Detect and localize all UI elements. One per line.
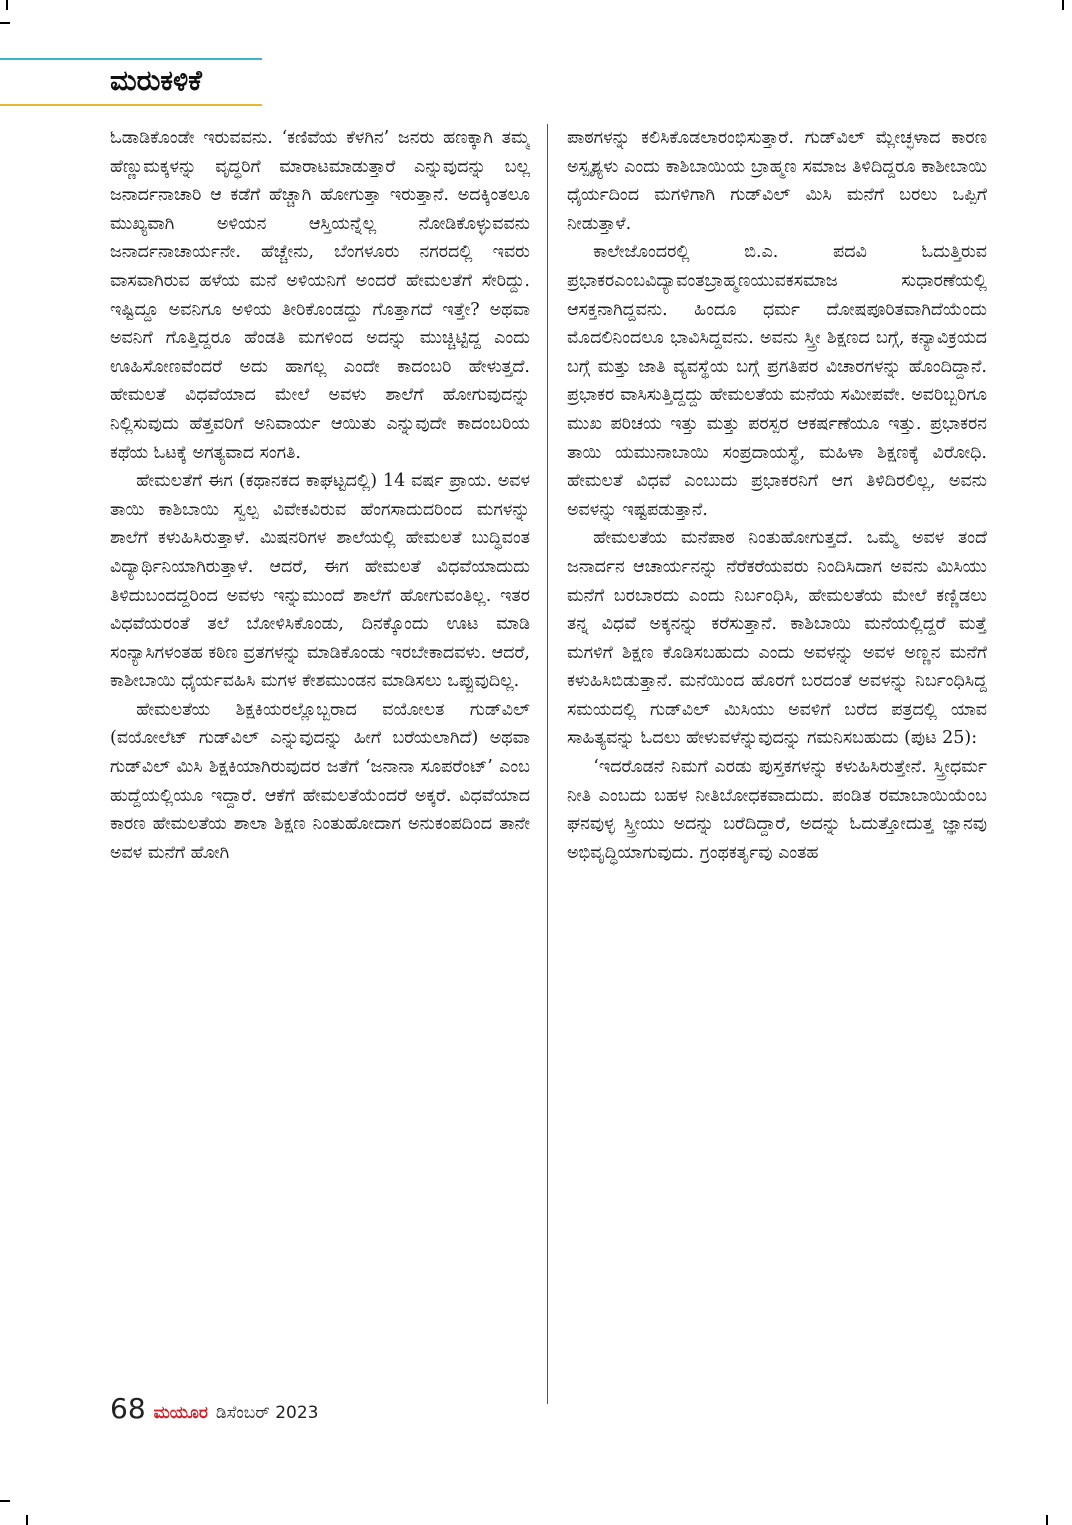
- paragraph: ಹೇಮಲತೆಯ ಮನೆಪಾಠ ನಿಂತುಹೋಗುತ್ತದೆ. ಒಮ್ಮೆ ಅವಳ ತಂದೆ ಜನಾರ್ದನ ಆಚಾರ್ಯನನ್ನು ನೆರೆಕರೆಯವರು ನಿಂದಿಸಿದಾಗ ಅವನು ಮಿಸಿಯು ಮನೆಗೆ ಬರಬಾರದು ಎಂದು ನಿರ್ಬಂಧಿಸಿ, ಹೇಮಲತೆಯ ಮೇಲೆ ಕಣ್ಣಿಡಲು ತನ್ನ ವಿಧವೆ ಅಕ್ಕನನ್ನು ಕರೆಸುತ್ತಾನೆ. ಕಾಶಿಬಾಯಿ ಮನೆಯಲ್ಲಿದ್ದರೆ ಮತ್ತೆ ಮಗಳಿಗೆ ಶಿಕ್ಷಣ ಕೊಡಿಸಬಹುದು ಎಂದು ಅವಳನ್ನು ಅವಳ ಅಣ್ಣನ ಮನೆಗೆ ಕಳುಹಿಸಿಬಿಡುತ್ತಾನೆ. ಮನೆಯಿಂದ ಹೊರಗೆ ಬರದಂತೆ ಅವಳನ್ನು ನಿರ್ಬಂಧಿಸಿದ್ದ ಸಮಯದಲ್ಲಿ ಗುಡ್‌ವಿಲ್ ಮಿಸಿಯು ಅವಳಿಗೆ ಬರೆದ ಪತ್ರದಲ್ಲಿ ಯಾವ ಸಾಹಿತ್ಯವನ್ನು ಓದಲು ಹೇಳುವಳೆನ್ನುವುದನ್ನು ಗಮನಿಸಬಹುದು (ಪುಟ 25):: [567, 528, 987, 749]
- paragraph: ಪಾಠಗಳನ್ನು ಕಲಿಸಿಕೊಡಲಾರಂಭಿಸುತ್ತಾರೆ. ಗುಡ್‌ವಿಲ್ ಮ್ಲೇಚ್ಛಳಾದ ಕಾರಣ ಅಸ್ಪೃಶ್ಯಳು ಎಂದು ಕಾಶಿಬಾಯಿಯ ಬ್ರಾಹ್ಮಣ ಸಮಾಜ ತಿಳಿದಿದ್ದರೂ ಕಾಶೀಬಾಯಿ ಧೈರ್ಯದಿಂದ ಮಗಳಿಗಾಗಿ ಗುಡ್‌ವಿಲ್ ಮಿಸಿ ಮನೆಗೆ ಬರಲು ಒಪ್ಪಿಗೆ ನೀಡುತ್ತಾಳೆ.: [567, 128, 987, 234]
- article-column-right: [567, 124, 987, 1400]
- paragraph: ಕಾಲೇಜೊಂದರಲ್ಲಿ ಬಿ.ಎ. ಪದವಿ ಓದುತ್ತಿರುವ ಪ್ರಭಾಕರಎಂಬವಿದ್ಯಾವಂತಬ್ರಾಹ್ಮಣಯುವಕಸಮಾಜ ಸುಧಾರಣೆಯಲ್ಲಿ ಆಸಕ್ತನಾಗಿದ್ದವನು. ಹಿಂದೂ ಧರ್ಮ ದೋಷಪೂರಿತವಾಗಿದೆಯೆಂದು ಮೊದಲಿನಿಂದಲೂ ಭಾವಿಸಿದ್ದವನು. ಅವನು ಸ್ತ್ರೀ ಶಿಕ್ಷಣದ ಬಗ್ಗೆ, ಕನ್ಯಾವಿಕ್ರಯದ ಬಗ್ಗೆ ಮತ್ತು ಜಾತಿ ವ್ಯವಸ್ಥೆಯ ಬಗ್ಗೆ ಪ್ರಗತಿಪರ ವಿಚಾರಗಳನ್ನು ಹೊಂದಿದ್ದಾನೆ. ಪ್ರಭಾಕರ ವಾಸಿಸುತ್ತಿದ್ದದ್ದು ಹೇಮಲತೆಯ ಮನೆಯ ಸಮೀಪವೇ. ಅವರಿಬ್ಬರಿಗೂ ಮುಖ ಪರಿಚಯ ಇತ್ತು ಮತ್ತು ಪರಸ್ಪರ ಆಕರ್ಷಣೆಯೂ ಇತ್ತು. ಪ್ರಭಾಕರನ ತಾಯಿ ಯಮುನಾಬಾಯಿ ಸಂಪ್ರದಾಯಸ್ಥೆ, ಮಹಿಳಾ ಶಿಕ್ಷಣಕ್ಕೆ ವಿರೋಧಿ. ಹೇಮಲತೆ ವಿಧವೆ ಎಂಬುದು ಪ್ರಭಾಕರನಿಗೆ ಆಗ ತಿಳಿದಿರಲಿಲ್ಲ, ಅವನು ಅವಳನ್ನು ಇಷ್ಟಪಡುತ್ತಾನೆ.: [567, 242, 987, 520]
- crop-mark: [26, 1515, 28, 1525]
- column-divider: [547, 124, 548, 1404]
- header-rule-bottom: [0, 104, 262, 106]
- crop-mark: [1062, 0, 1064, 10]
- page-number: 68: [110, 1392, 146, 1425]
- crop-mark: [0, 1500, 10, 1502]
- magazine-logo: ಮಯೂರ: [153, 1403, 208, 1423]
- issue-date: ಡಿಸೆಂಬರ್ 2023: [215, 1403, 319, 1423]
- article-column-left: [110, 124, 530, 1400]
- crop-mark: [0, 22, 10, 24]
- paragraph: ಹೇಮಲತೆಯ ಶಿಕ್ಷಕಿಯರಲ್ಲೊಬ್ಬರಾದ ವಯೋಲತ ಗುಡ್‌ವಿಲ್ (ವಯೋಲೆಟ್ ಗುಡ್‌ವಿಲ್ ಎನ್ನುವುದನ್ನು ಹೀಗೆ ಬರೆಯಲಾಗಿದೆ) ಅಥವಾ ಗುಡ್‌ವಿಲ್ ಮಿಸಿ ಶಿಕ್ಷಕಿಯಾಗಿರುವುದರ ಜತೆಗೆ ‘ಜನಾನಾ ಸೂಪರೆಂಟ್’ ಎಂಬ ಹುದ್ದೆಯಲ್ಲಿಯೂ ಇದ್ದಾರೆ. ಆಕೆಗೆ ಹೇಮಲತೆಯೆಂದರೆ ಅಕ್ಕರೆ. ವಿಧವೆಯಾದ ಕಾರಣ ಹೇಮಲತೆಯ ಶಾಲಾ ಶಿಕ್ಷಣ ನಿಂತುಹೋದಾಗ ಅನುಕಂಪದಿಂದ ತಾನೇ ಅವಳ ಮನೆಗೆ ಹೋಗಿ: [110, 699, 530, 863]
- crop-mark: [1046, 1515, 1048, 1525]
- page-footer: [110, 1392, 319, 1425]
- section-title: ಮರುಕಳಿಕೆ: [110, 64, 202, 97]
- header-rule-top: [0, 58, 262, 60]
- paragraph: ಹೇಮಲತೆಗೆ ಈಗ (ಕಥಾನಕದ ಕಾಘಟ್ಟದಲ್ಲಿ) 14 ವರ್ಷ ಪ್ರಾಯ. ಅವಳ ತಾಯಿ ಕಾಶಿಬಾಯಿ ಸ್ವಲ್ಪ ವಿವೇಕವಿರುವ ಹೆಂಗಸಾದುದರಿಂದ ಮಗಳನ್ನು ಶಾಲೆಗೆ ಕಳುಹಿಸಿರುತ್ತಾಳೆ. ಮಿಷನರಿಗಳ ಶಾಲೆಯಲ್ಲಿ ಹೇಮಲತೆ ಬುದ್ಧಿವಂತ ವಿದ್ಯಾರ್ಥಿನಿಯಾಗಿರುತ್ತಾಳೆ. ಆದರೆ, ಈಗ ಹೇಮಲತೆ ವಿಧವೆಯಾದುದು ತಿಳಿದುಬಂದದ್ದರಿಂದ ಅವಳು ಇನ್ನುಮುಂದೆ ಶಾಲೆಗೆ ಹೋಗುವಂತಿಲ್ಲ. ಇತರ ವಿಧವೆಯರಂತೆ ತಲೆ ಬೋಳಿಸಿಕೊಂಡು, ದಿನಕ್ಕೊಂದು ಊಟ ಮಾಡಿ ಸಂನ್ಯಾಸಿಗಳಂತಹ ಕಠಿಣ ವ್ರತಗಳನ್ನು ಮಾಡಿಕೊಂಡು ಇರಬೇಕಾದವಳು. ಆದರೆ, ಕಾಶೀಬಾಯಿ ಧೈರ್ಯವಹಿಸಿ ಮಗಳ ಕೇಶಮುಂಡನ ಮಾಡಿಸಲು ಒಪ್ಪುವುದಿಲ್ಲ.: [110, 471, 530, 692]
- crop-mark: [6, 0, 8, 10]
- paragraph: ‘ಇದರೊಡನೆ ನಿಮಗೆ ಎರಡು ಪುಸ್ತಕಗಳನ್ನು ಕಳುಹಿಸಿರುತ್ತೇನೆ. ಸ್ತ್ರೀಧರ್ಮ ನೀತಿ ಎಂಬದು ಬಹಳ ನೀತಿಬೋಧಕವಾದುದು. ಪಂಡಿತ ರಮಾಬಾಯಿಯೆಂಬ ಘನವುಳ್ಳ ಸ್ತ್ರೀಯು ಅದನ್ನು ಬರೆದಿದ್ದಾರೆ, ಅದನ್ನು ಓದುತ್ತೋದುತ್ತ ಜ್ಞಾನವು ಅಭಿವೃದ್ಧಿಯಾಗುವುದು. ಗ್ರಂಥಕರ್ತೃವು ಎಂತಹ: [567, 757, 987, 863]
- paragraph: ಓಡಾಡಿಕೊಂಡೇ ಇರುವವನು. ‘ಕಣಿವೆಯ ಕೆಳಗಿನ’ ಜನರು ಹಣಕ್ಕಾಗಿ ತಮ್ಮ ಹೆಣ್ಣುಮಕ್ಕಳನ್ನು ವೃದ್ಧರಿಗೆ ಮಾರಾಟಮಾಡುತ್ತಾರೆ ಎನ್ನುವುದನ್ನು ಬಲ್ಲ ಜನಾರ್ದನಾಚಾರಿ ಆ ಕಡೆಗೆ ಹೆಚ್ಚಾಗಿ ಹೋಗುತ್ತಾ ಇರುತ್ತಾನೆ. ಅದಕ್ಕಿಂತಲೂ ಮುಖ್ಯವಾಗಿ ಅಳಿಯನ ಆಸ್ತಿಯನ್ನೆಲ್ಲ ನೋಡಿಕೊಳ್ಳುವವನು ಜನಾರ್ದನಾಚಾರ್ಯನೇ. ಹೆಚ್ಚೇನು, ಬೆಂಗಳೂರು ನಗರದಲ್ಲಿ ಇವರು ವಾಸವಾಗಿರುವ ಹಳೆಯ ಮನೆ ಅಳಿಯನಿಗೆ ಅಂದರೆ ಹೇಮಲತೆಗೆ ಸೇರಿದ್ದು. ಇಷ್ಟಿದ್ದೂ ಅವನಿಗೂ ಅಳಿಯ ತೀರಿಕೊಂಡದ್ದು ಗೊತ್ತಾಗದೆ ಇತ್ತೇ? ಅಥವಾ ಅವನಿಗೆ ಗೊತ್ತಿದ್ದರೂ ಹೆಂಡತಿ ಮಗಳಿಂದ ಅದನ್ನು ಮುಚ್ಚಿಟ್ಟಿದ್ದ ಎಂದು ಊಹಿಸೋಣವೆಂದರೆ ಅದು ಹಾಗಲ್ಲ ಎಂದೇ ಕಾದಂಬರಿ ಹೇಳುತ್ತದೆ. ಹೇಮಲತೆ ವಿಧವೆಯಾದ ಮೇಲೆ ಅವಳು ಶಾಲೆಗೆ ಹೋಗುವುದನ್ನು ನಿಲ್ಲಿಸುವುದು ಹೆತ್ತವರಿಗೆ ಅನಿವಾರ್ಯ ಆಯಿತು ಎನ್ನುವುದೇ ಕಾದಂಬರಿಯ ಕಥೆಯ ಓಟಕ್ಕೆ ಅಗತ್ಯವಾದ ಸಂಗತಿ.: [110, 128, 530, 463]
